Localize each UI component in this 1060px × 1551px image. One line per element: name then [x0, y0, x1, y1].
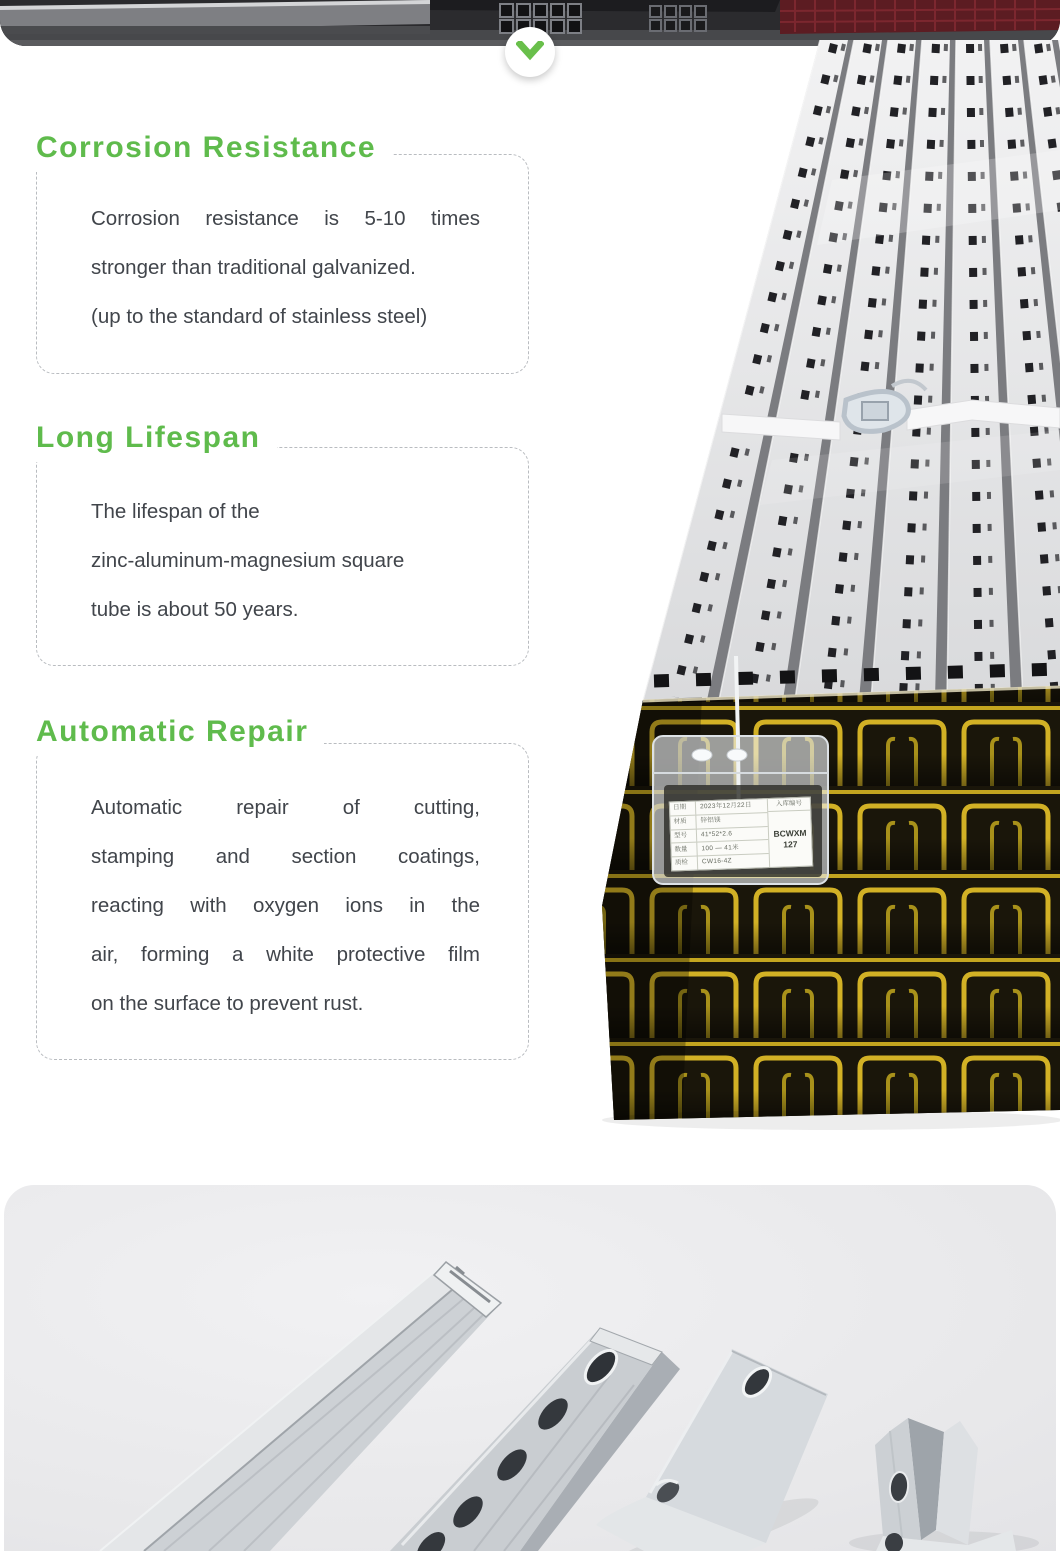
- label-number: 127: [783, 839, 798, 850]
- label-cell: 材质: [670, 815, 696, 829]
- product-photo-brackets: [4, 1185, 1056, 1551]
- bundle-label-card: [669, 797, 813, 872]
- section-title-corrosion-resistance: Corrosion Resistance: [36, 130, 392, 172]
- label-table: [670, 799, 769, 870]
- feature-line: on the surface to prevent rust.: [91, 992, 364, 1015]
- feature-line: zinc-aluminum-magnesium square: [91, 549, 405, 572]
- feature-line: reacting with oxygen ions in the: [91, 894, 480, 917]
- label-code: BCWXM: [773, 827, 807, 839]
- label-code-cell: [768, 811, 812, 867]
- label-cell: 41*52*2.6: [700, 830, 733, 839]
- label-cell: 型号: [671, 829, 697, 843]
- label-cell: 数量: [671, 843, 697, 857]
- label-cell: 锌铝镁: [700, 816, 722, 825]
- feature-line: Corrosion resistance is 5-10 times: [91, 207, 480, 230]
- label-cell: 日期: [670, 802, 696, 816]
- rails-fan: [643, 40, 1060, 700]
- feature-box-automatic-repair: [36, 743, 529, 1060]
- label-cell: 质检: [672, 857, 698, 871]
- feature-line: air, forming a white protective film: [91, 943, 480, 966]
- feature-line: tube is about 50 years.: [91, 598, 299, 621]
- section-title-automatic-repair: Automatic Repair: [36, 714, 324, 756]
- label-cell: CW16-4Z: [701, 857, 732, 866]
- label-cell: 100 — 41米: [701, 843, 739, 852]
- label-cell: 2023年12月22日: [699, 801, 752, 811]
- u-bracket: [875, 1418, 1016, 1551]
- feature-line: stronger than traditional galvanized.: [91, 256, 416, 279]
- feature-box-long-lifespan: [36, 447, 529, 666]
- feature-line: (up to the standard of stainless steel): [91, 305, 428, 328]
- feature-line: stamping and section coatings,: [91, 845, 480, 868]
- feature-line: Automatic repair of cutting,: [91, 796, 480, 819]
- label-row: [672, 854, 769, 870]
- feature-line: The lifespan of the: [91, 500, 260, 523]
- label-header-cell: 入库编号: [768, 798, 810, 812]
- brackets-photo-canvas: [4, 1185, 1056, 1551]
- product-photo-stacked-rails: [532, 40, 1060, 1132]
- feature-box-corrosion-resistance: [36, 154, 529, 374]
- section-title-long-lifespan: Long Lifespan: [36, 420, 277, 462]
- label-right-column: [767, 798, 812, 867]
